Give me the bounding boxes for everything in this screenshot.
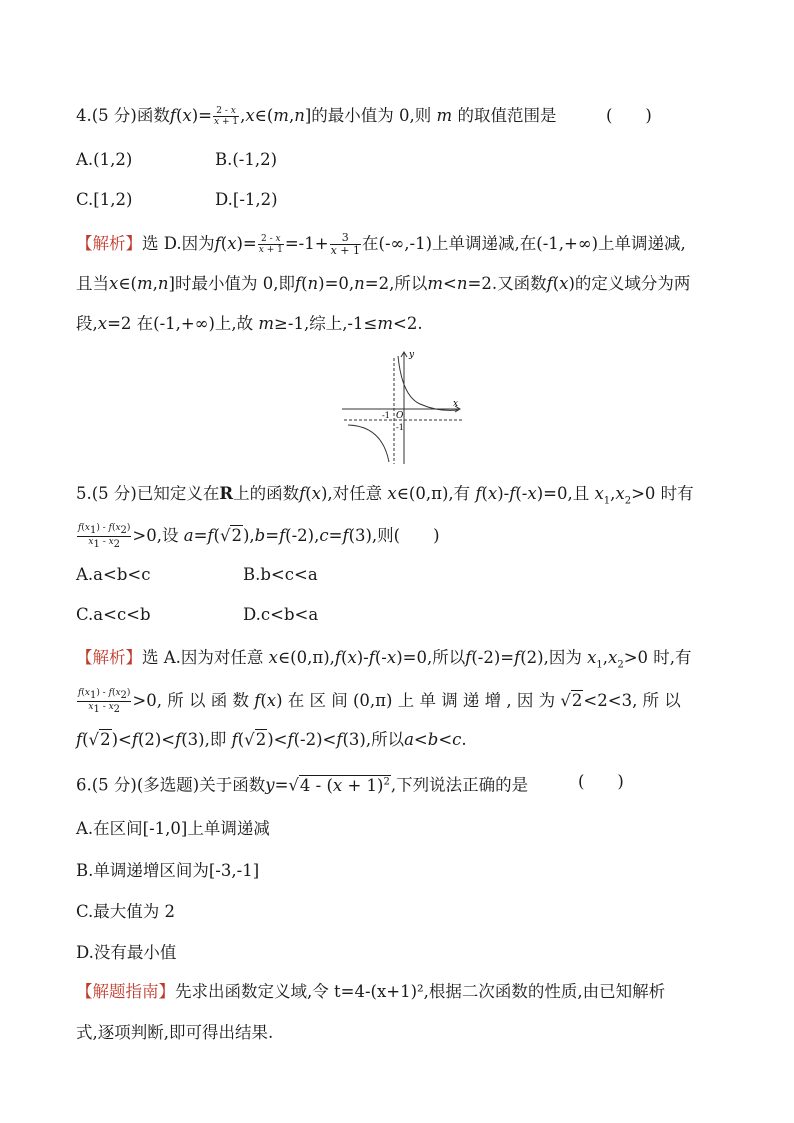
q4-solution-line1: 【解析】选 D.因为f(x)= $\frac{2 - x}{x + 1}$ =-1+ $\frac{3}{x + 1}$ 在(-∞,-1)上单调递减,在(-1,+∞)上单调递减, bbox=[76, 231, 686, 257]
graph-label-origin: O bbox=[396, 411, 404, 421]
q6-guide-line1: 【解题指南】先求出函数定义域,令 t=4-(x+1)²,根据二次函数的性质,由已知解析 bbox=[76, 982, 666, 1001]
q5-solution-line2: $\frac{f(x_1) - f(x_2)}{x_1 - x_2}$ >0, 所 以 函 数 f(x) 在 区 间 (0,π) 上 单 调 递 增 , 因 为 √2<2<3, 所 以 bbox=[78, 688, 681, 715]
q6-option-a: A.在区间[-1,0]上单调递减 bbox=[76, 819, 270, 838]
q4-option-d: D.[-1,2) bbox=[215, 190, 278, 209]
q4-solution-tag: 【解析】 bbox=[76, 234, 142, 253]
q6-answer-paren: ( ) bbox=[578, 772, 624, 791]
q5-option-b: B.b<c<a bbox=[243, 565, 318, 584]
q4-number: 4.(5 分) bbox=[76, 106, 137, 125]
q4-solution-line3: 段,x=2 在(-1,+∞)上,故 m≥-1,综上,-1≤m<2. bbox=[76, 314, 423, 333]
q5-stem-line2: $\frac{f(x_1) - f(x_2)}{x_1 - x_2}$ >0,设 a=f(√2),b=f(-2),c=f(3),则( ) bbox=[78, 523, 440, 550]
q4-answer-paren: ( ) bbox=[606, 106, 652, 125]
q4-function-graph bbox=[338, 348, 468, 468]
q4-solution-line2: 且当x∈(m,n]时最小值为 0,即f(n)=0,n=2,所以m<n=2.又函数f(x)的定义域分为两 bbox=[76, 274, 691, 293]
q6-guide-line2: 式,逐项判断,即可得出结果. bbox=[76, 1023, 274, 1042]
q5-option-d: D.c<b<a bbox=[243, 605, 319, 624]
q5-stem-line1: 5.(5 分)已知定义在R上的函数f(x),对任意 x∈(0,π),有 f(x)-f(-x)=0,且 $x_1,x_2>0$ 时有 bbox=[76, 484, 694, 507]
q4-option-c: C.[1,2) bbox=[76, 190, 133, 209]
graph-label-minus-one-y: -1 bbox=[396, 423, 404, 432]
graph-label-minus-one-x: -1 bbox=[382, 411, 390, 420]
q6-guide-tag: 【解题指南】 bbox=[76, 982, 175, 1001]
q5-option-c: C.a<c<b bbox=[76, 605, 151, 624]
graph-label-y: y bbox=[409, 350, 415, 360]
q4-option-a: A.(1,2) bbox=[76, 150, 133, 169]
q4-option-b: B.(-1,2) bbox=[215, 150, 278, 169]
q5-number: 5.(5 分) bbox=[76, 484, 137, 503]
q6-option-d: D.没有最小值 bbox=[76, 943, 177, 962]
q5-solution-tag: 【解析】 bbox=[76, 648, 142, 667]
q6-option-b: B.单调递增区间为[-3,-1] bbox=[76, 861, 260, 880]
q5-solution-line1: 【解析】选 A.因为对任意 x∈(0,π),f(x)-f(-x)=0,所以f(-2)=f(2),因为 $x_1,x_2>0$ 时,有 bbox=[76, 648, 692, 671]
q6-stem: 6.(5 分)(多选题)关于函数$y=√4 - (x + 1)^2$,下列说法正确的是 ( ) bbox=[76, 772, 624, 795]
q6-number: 6.(5 分) bbox=[76, 775, 137, 795]
q6-option-c: C.最大值为 2 bbox=[76, 902, 176, 921]
graph-label-x: x bbox=[453, 399, 459, 409]
q4-stem: 4.(5 分)函数f(x)= $\frac{2 - x}{x + 1}$ ,x∈(m,n]的最小值为 0,则 m 的取值范围是 ( ) bbox=[76, 106, 652, 127]
q5-solution-line3: f(√2)<f(2)<f(3),即 f(√2)<f(-2)<f(3),所以a<b<c. bbox=[76, 730, 467, 749]
q5-option-a: A.a<b<c bbox=[76, 565, 151, 584]
